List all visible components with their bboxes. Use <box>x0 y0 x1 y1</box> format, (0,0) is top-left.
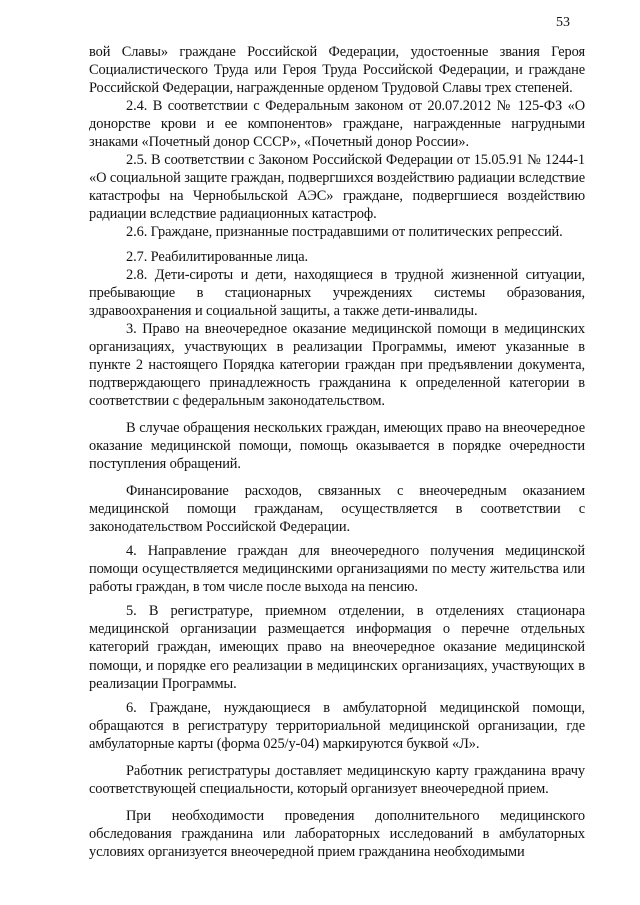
paragraph-multiple-citizens: В случае обращения нескольких граждан, имеющих право на внеочередное оказание медицинской помощи, помощь оказывается в порядке очередности поступления обращений. <box>89 419 585 473</box>
document-body <box>89 43 585 861</box>
paragraph-2-7-rehabilitated: 2.7. Реабилитированные лица. <box>126 248 309 265</box>
paragraph-2-4-donors: 2.4. В соответствии с Федеральным законом от 20.07.2012 № 125-ФЗ «О донорстве крови и ее компонентов» граждане, награжденные нагрудными знаками «Почетный донор СССР», «Почетный донор России». <box>89 98 585 151</box>
paragraph-continuation: вой Славы» граждане Российской Федерации, удостоенные звания Героя Социалистического Труда или Героя Труда Российской Федерации, и граждане Российской Федерации, награжденные орденом Трудовой Славы трех степеней. <box>89 44 585 97</box>
paragraph-registry-worker: Работник регистратуры доставляет медицинскую карту гражданина врачу соответствующей специальности, который организует внеочередной прием. <box>89 762 585 797</box>
paragraph-4-referral: 4. Направление граждан для внеочередного получения медицинской помощи осуществляется медицинскими организациями по месту жительства или работы граждан, в том числе после выхода на пенсию. <box>89 543 585 596</box>
paragraph-2-8-children: 2.8. Дети-сироты и дети, находящиеся в трудной жизненной ситуации, пребывающие в стационарных учреждениях системы образования, здравоохранения и социальной защиты, а также дети-инвалиды. <box>89 266 585 319</box>
paragraph-3-right: 3. Право на внеочередное оказание медицинской помощи в медицинских организациях, участвующих в реализации Программы, имеют указанные в пункте 2 настоящего Порядка категории граждан при предъявлении документа, подтверждающего принадлежность гражданина к определенной категории в соответствии с федеральным законодательством. <box>89 320 585 409</box>
paragraph-2-5-chernobyl: 2.5. В соответствии с Законом Российской Федерации от 15.05.91 № 1244-1 «О социальной защите граждан, подвергшихся воздействию радиации вследствие катастрофы на Чернобыльской АЭС» граждане, подвергшиеся воздействию радиации вследствие радиационных катастроф. <box>89 152 585 223</box>
paragraph-6-outpatient: 6. Граждане, нуждающиеся в амбулаторной медицинской помощи, обращаются в регистратуру территориальной медицинской организации, где амбулаторные карты (форма 025/у-04) маркируются буквой «Л». <box>89 699 585 752</box>
paragraph-additional-exam: При необходимости проведения дополнительного медицинского обследования гражданина или лабораторных исследований в амбулаторных условиях организуется внеочередной прием гражданина необходимыми <box>89 807 585 860</box>
paragraph-2-6-repressed: 2.6. Граждане, признанные пострадавшими от политических репрессий. <box>126 224 563 241</box>
page-number: 53 <box>556 15 570 30</box>
paragraph-financing: Финансирование расходов, связанных с внеочередным оказанием медицинской помощи гражданам, осуществляется в соответствии с законодательством Российской Федерации. <box>89 483 585 536</box>
paragraph-5-registry-info: 5. В регистратуре, приемном отделении, в отделениях стационара медицинской организации размещается информация о перечне отдельных категорий граждан, имеющих право на внеочередное оказание медицинской помощи, и порядке его реализации в медицинских организациях, участвующих в реализации Программы. <box>89 603 585 692</box>
